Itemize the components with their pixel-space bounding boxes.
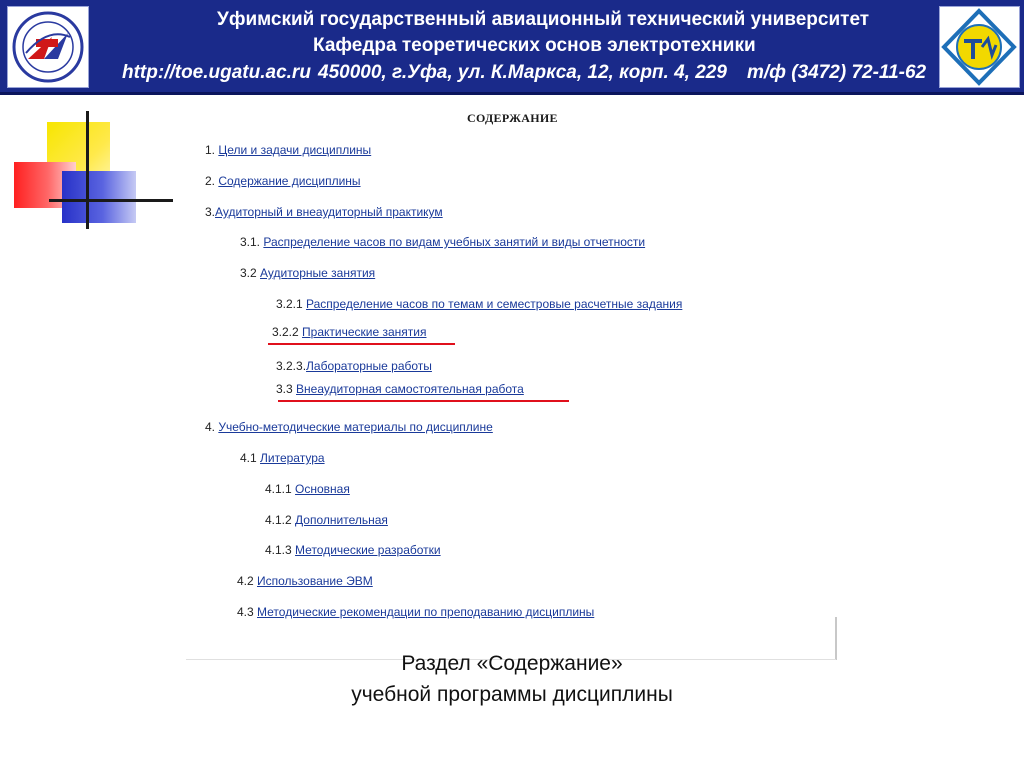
phone-text: т/ф (3472) 72-11-62 xyxy=(747,62,927,83)
toc-link[interactable]: Практические занятия xyxy=(302,325,427,339)
slide-caption-line-1: Раздел «Содержание» xyxy=(401,652,623,675)
toc-item-4-1 xyxy=(240,451,325,465)
toc-number: 3.3 xyxy=(276,382,297,396)
toc-link[interactable]: Использование ЭВМ xyxy=(257,574,373,588)
toc-link[interactable]: Внеаудиторная самостоятельная работа xyxy=(296,382,524,396)
university-name: Уфимский государственный авиационный технический университет xyxy=(217,9,870,30)
toc-item-4-2 xyxy=(237,574,373,588)
toc-item-4-1-3 xyxy=(265,543,441,557)
toc-number: 2. xyxy=(205,174,219,188)
toc-link[interactable]: Методические рекомендации по преподаванию дисциплины xyxy=(257,605,595,619)
toc-item-3-3 xyxy=(276,382,524,396)
toc-item-3-2 xyxy=(240,266,375,280)
toc-number: 3.1. xyxy=(240,235,264,249)
slide-caption-line-2: учебной программы дисциплины xyxy=(351,683,673,706)
toc-number: 4.1.1 xyxy=(265,482,296,496)
toc-item-3-2-1 xyxy=(276,297,682,311)
toc-item-2 xyxy=(205,174,361,188)
toc-number: 3.2.2 xyxy=(272,325,303,339)
toc-number: 1. xyxy=(205,143,219,157)
toc-number: 4.1.3 xyxy=(265,543,296,557)
toc-number: 4.1 xyxy=(240,451,261,465)
header-banner xyxy=(0,0,1024,95)
toc-item-3-2-3 xyxy=(276,359,432,373)
toc-number: 3. xyxy=(205,205,216,219)
toe-department-logo-icon xyxy=(939,6,1020,88)
website-link[interactable]: http://toe.ugatu.ac.ru xyxy=(122,62,311,83)
toc-number: 3.2.1 xyxy=(276,297,307,311)
toc-link[interactable]: Основная xyxy=(295,482,350,496)
toc-item-4 xyxy=(205,420,493,434)
toc-item-4-3 xyxy=(237,605,594,619)
department-name: Кафедра теоретических основ электротехники xyxy=(313,35,756,56)
highlight-underline xyxy=(268,343,455,345)
toc-link[interactable]: Аудиторные занятия xyxy=(260,266,376,280)
toc-link[interactable]: Дополнительная xyxy=(295,513,388,527)
decor-horizontal-line xyxy=(49,199,173,202)
toc-item-1 xyxy=(205,143,371,157)
address-text: 450000, г.Уфа, ул. К.Маркса, 12, корп. 4, 229 xyxy=(318,62,727,83)
toc-link[interactable]: Распределение часов по видам учебных занятий и виды отчетности xyxy=(263,235,646,249)
toc-link[interactable]: Содержание дисциплины xyxy=(218,174,361,188)
toc-item-3 xyxy=(205,205,443,219)
toc-number: 4.3 xyxy=(237,605,258,619)
toc-number: 3.2 xyxy=(240,266,261,280)
toc-link[interactable]: Методические разработки xyxy=(295,543,441,557)
toc-item-4-1-2 xyxy=(265,513,388,527)
toc-item-3-2-2 xyxy=(272,325,426,339)
toc-number: 4.2 xyxy=(237,574,258,588)
toc-number: 3.2.3. xyxy=(276,359,307,373)
toc-link[interactable]: Распределение часов по темам и семестровые расчетные задания xyxy=(306,297,683,311)
toc-item-4-1-1 xyxy=(265,482,350,496)
toc-item-3-1 xyxy=(240,235,645,249)
toc-link[interactable]: Лабораторные работы xyxy=(306,359,432,373)
toc-link[interactable]: Аудиторный и внеаудиторный практикум xyxy=(215,205,443,219)
toc-link[interactable]: Учебно-методические материалы по дисциплине xyxy=(218,420,493,434)
toc-number: 4. xyxy=(205,420,219,434)
decor-vertical-line xyxy=(86,111,89,229)
document-title: СОДЕРЖАНИЕ xyxy=(467,111,558,125)
toc-link[interactable]: Литература xyxy=(260,451,325,465)
toc-link[interactable]: Цели и задачи дисциплины xyxy=(218,143,372,157)
highlight-underline xyxy=(278,400,569,402)
ugatu-emblem-icon xyxy=(7,6,89,88)
decor-blue-square xyxy=(62,171,136,223)
toc-number: 4.1.2 xyxy=(265,513,296,527)
